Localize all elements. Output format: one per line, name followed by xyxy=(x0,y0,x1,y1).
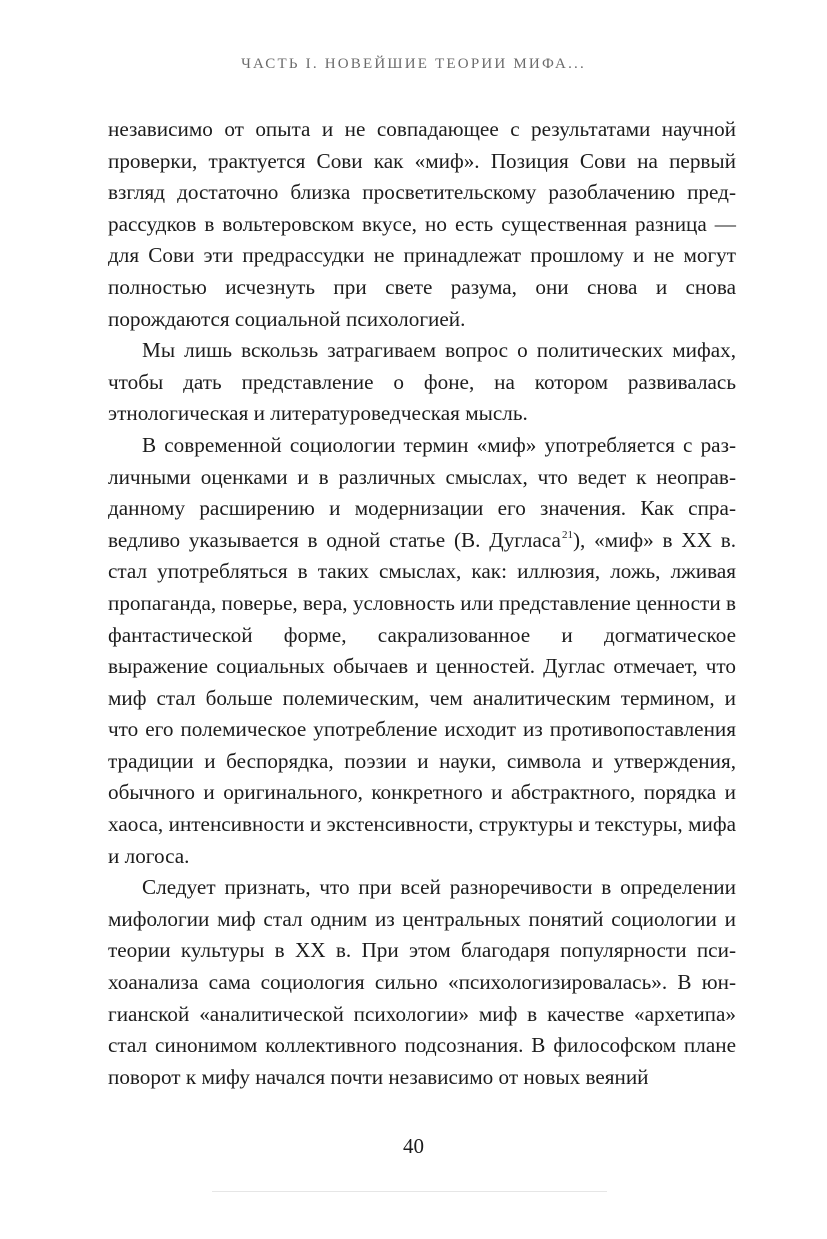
page-number: 40 xyxy=(403,1134,424,1158)
paragraph-text-before-footnote: В современной социологии термин «миф» употребляется с различными оценками и в различных смыслах, что ведет к неоправданному расширению и модернизации его значения. Как справедливо указывается в одной статье (В. Дугласа xyxy=(108,432,736,552)
body-text xyxy=(108,114,736,1093)
paragraph-sociology-myth xyxy=(108,430,736,872)
paragraph-myth-central-concept: Следует признать, что при всей разноречивости в определении мифологии миф стал одним из центральных понятий социологии и теории культуры в XX в. При этом благодаря популярности психоанализа сама социология сильно «психологизировалась». В юнгианской «аналитической психологии» миф в качестве «архетипа» стал синонимом коллективного подсознания. В философском плане поворот к мифу начался почти независимо от новых веяний xyxy=(108,875,736,1089)
paragraph-text-after-footnote: ), «миф» в XX в. стал употребляться в таких смыслах, как: иллюзия, ложь, лживая пропаганда, поверье, вера, условность или представление ценности в фантастической форме, сакрализованное и догматическое выражение социальных обычаев и ценностей. Дуглас отмечает, что миф стал больше полемическим, чем аналитическим термином, и что его полемическое употребление исходит из противопоставления традиции и беспорядка, поэзии и науки, символа и утверждения, обычного и оригинального, конкретного и абстрактного, порядка и хаоса, интенсивности и экстенсивности, структуры и текстуры, мифа и логоса. xyxy=(108,527,736,868)
running-head: ЧАСТЬ I. НОВЕЙШИЕ ТЕОРИИ МИФА... xyxy=(241,56,586,72)
paragraph-continued: независимо от опыта и не совпадающее с результатами научной проверки, трактуется Сови как «миф». Позиция Сови на первый взгляд достаточно близка просветительскому разоблачению предрассудков в вольтеровском вкусе, но есть существенная разница — для Сови эти предрассудки не принадлежат прошлому и не могут полностью исчезнуть при свете разума, они снова и снова порождаются социальной психологией. xyxy=(108,117,736,331)
bottom-divider xyxy=(212,1191,607,1192)
footnote-reference[interactable]: 21 xyxy=(561,528,573,541)
paragraph-political-myths: Мы лишь вскользь затрагиваем вопрос о политических мифах, чтобы дать представление о фоне, на котором развивалась этнологическая и литературоведческая мысль. xyxy=(108,338,736,426)
